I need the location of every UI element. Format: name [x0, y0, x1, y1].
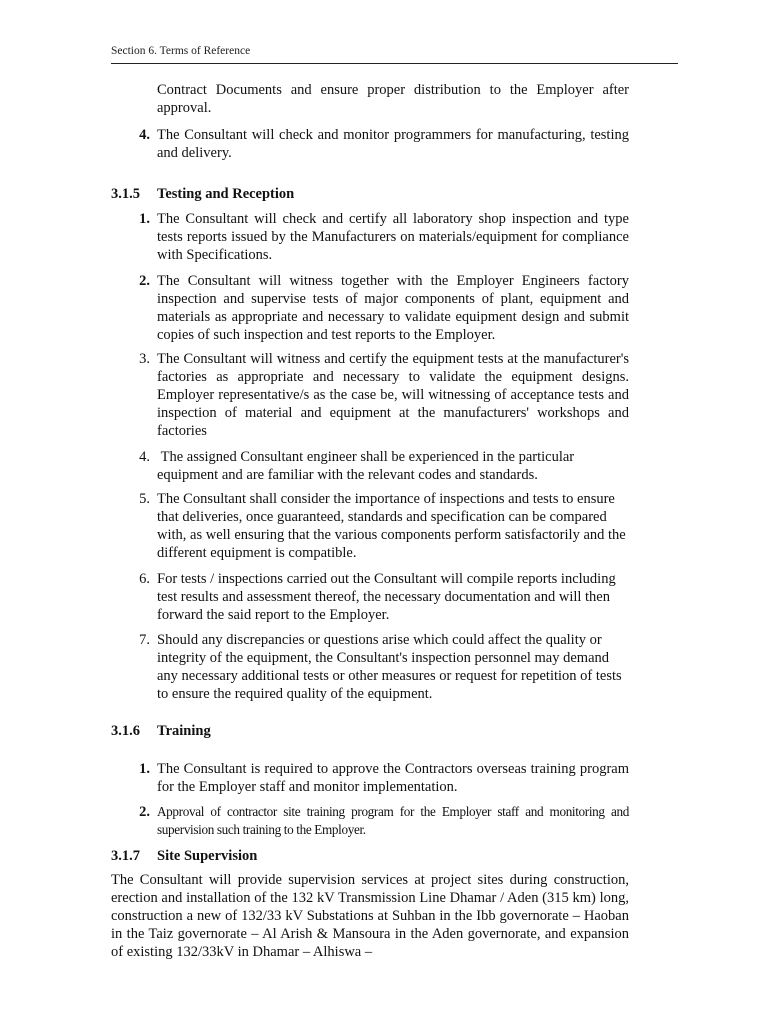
list-item-text: Should any discrepancies or questions arise which could affect the quality or integrity of the equipment, the Consultant's inspection personnel may demand any necessary additional tests or other measures or request for repetition of tests to ensure the required quality of the equipment. — [157, 632, 622, 702]
section-number: 3.1.6 — [111, 723, 140, 739]
list-number: 7. — [139, 632, 150, 648]
list-item-text: The Consultant is required to approve the Contractors overseas training program for the Employer staff and monitor implementation. — [157, 761, 629, 795]
list-number: 5. — [139, 491, 150, 507]
section-title: Training — [157, 723, 211, 739]
section-title: Site Supervision — [157, 848, 258, 864]
list-item-text: The Consultant will witness together with the Employer Engineers factory inspection and supervise tests of major components of plant, equipment and materials as appropriate and necessary to validate equipment design and submit copies of such inspection and test reports to the Employer. — [157, 273, 629, 343]
list-number: 1. — [139, 761, 150, 777]
list-number: 3. — [139, 351, 150, 367]
list-number: 2. — [139, 273, 150, 289]
list-item-text: For tests / inspections carried out the Consultant will compile reports including test results and assessment thereof, the necessary documentation and will then forward the said report to the Employer. — [157, 571, 616, 623]
body-paragraph: The Consultant will provide supervision services at project sites during construction, erection and installation of the 132 kV Transmission Line Dhamar / Aden (315 km) long, construction a new of 132/33 kV Substations at Suhban in the Ibb governorate – Haoban in the Taiz governorate – Al Arish & Mansoura in the Aden governorate, and expansion of existing 132/33kV in Dhamar – Alhiswa – — [111, 872, 629, 960]
section-number: 3.1.5 — [111, 186, 140, 202]
section-title: Testing and Reception — [157, 186, 295, 202]
list-number: 2. — [139, 804, 150, 820]
section-number: 3.1.7 — [111, 848, 140, 864]
list-number: 4. — [139, 449, 150, 465]
continuation-text: Contract Documents and ensure proper distribution to the Employer after approval. — [157, 82, 629, 116]
list-item-text: The Consultant will witness and certify the equipment tests at the manufacturer's factories as appropriate and necessary to validate the equipment designs. Employer representative/s as the case be, will witnessing of acceptance tests and inspection of material and equipment at the manufacturers' workshops and factories — [157, 351, 629, 439]
list-item-text: The Consultant shall consider the importance of inspections and tests to ensure that deliveries, once guaranteed, standards and specification can be compared with, as well ensuring that the various components perform satisfactorily and the different equipment is compatible. — [157, 491, 626, 561]
list-item-text: The Consultant will check and monitor programmers for manufacturing, testing and delivery. — [157, 127, 629, 161]
list-number: 1. — [139, 211, 150, 227]
list-item-text: Approval of contractor site training program for the Employer staff and monitoring and supervision such training to the Employer. — [157, 804, 629, 837]
list-item-text: The assigned Consultant engineer shall be experienced in the particular equipment and are familiar with the relevant codes and standards. — [157, 449, 578, 483]
header-rule — [111, 63, 678, 64]
list-number: 4. — [139, 127, 150, 143]
page-header: Section 6. Terms of Reference — [111, 45, 251, 57]
list-number: 6. — [139, 571, 150, 587]
list-item-text: The Consultant will check and certify all laboratory shop inspection and type tests reports issued by the Manufacturers on materials/equipment for compliance with Specifications. — [157, 211, 629, 263]
